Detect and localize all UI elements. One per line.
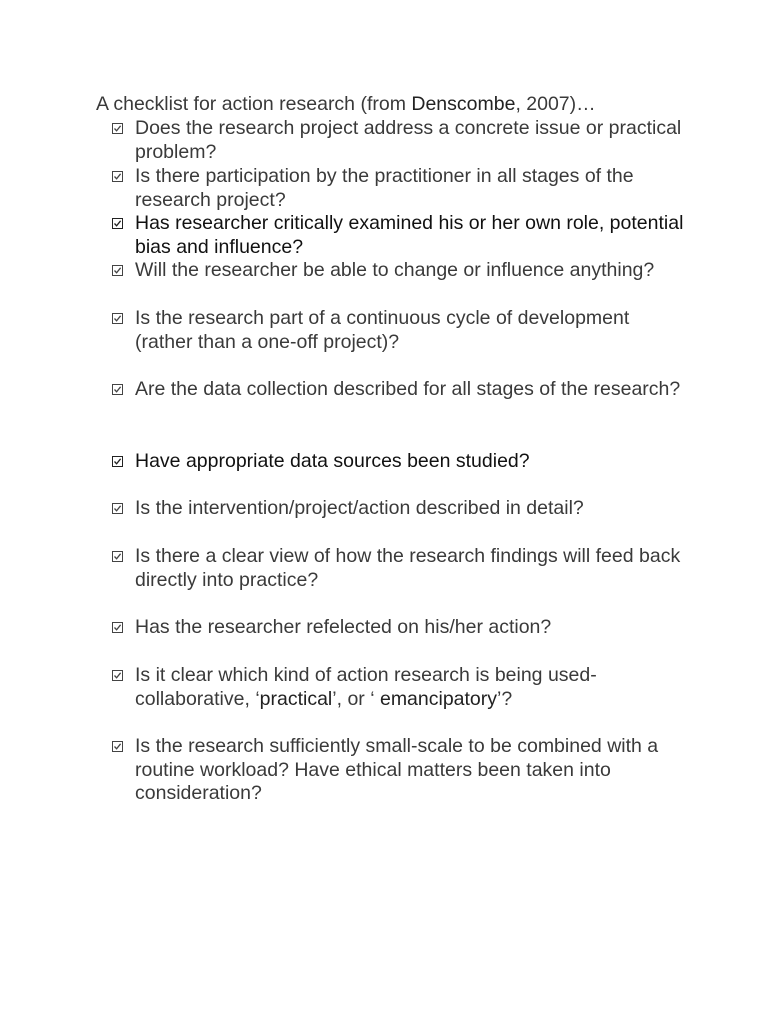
checked-box-icon <box>112 551 123 562</box>
checked-box-icon <box>112 171 123 182</box>
checklist-item-text: Have appropriate data sources been studied? <box>135 450 530 472</box>
checked-box-icon <box>112 670 123 681</box>
checklist-item-text: Does the research project address a concrete issue or practical problem? <box>135 117 682 163</box>
checklist-item-text: Is the research sufficiently small-scale to be combined with a routine workload? Have ethical matters been taken into consideration? <box>135 735 659 804</box>
checklist-item-text: Is there a clear view of how the research findings will feed back directly into practice? <box>135 545 681 591</box>
title-author: Denscombe <box>411 93 516 115</box>
item-text-post: ’? <box>497 687 513 710</box>
checked-box-icon <box>112 456 123 467</box>
checked-box-icon <box>112 313 123 324</box>
checked-box-icon <box>112 741 123 752</box>
checklist-item-text: Is the intervention/project/action described in detail? <box>135 497 584 519</box>
checklist-item-text <box>135 664 691 711</box>
checklist-item-text: Is the research part of a continuous cycle of development (rather than a one-off project)? <box>135 307 630 353</box>
checked-box-icon <box>112 265 123 276</box>
term-emancipatory: emancipatory <box>379 687 498 710</box>
item-text-pre: collaborative, ‘ <box>135 687 260 710</box>
checked-box-icon <box>112 503 123 514</box>
checked-box-icon <box>112 123 123 134</box>
title-suffix: , 2007)… <box>515 93 596 115</box>
checked-box-icon <box>112 622 123 633</box>
title-prefix: A checklist for action research (from <box>96 93 412 115</box>
item-text-mid: ’, or ‘ <box>332 687 380 710</box>
checklist-item-text: Is there participation by the practitioner in all stages of the research project? <box>135 165 634 211</box>
checklist-title <box>96 92 596 116</box>
checked-box-icon <box>112 384 123 395</box>
item-line-1: Is it clear which kind of action research is being used- <box>135 664 597 686</box>
checklist-item-text: Has researcher critically examined his or her own role, potential bias and influence? <box>135 212 684 258</box>
checklist-item-text: Will the researcher be able to change or influence anything? <box>135 259 655 281</box>
checked-box-icon <box>112 218 123 229</box>
checklist-item-text: Are the data collection described for all stages of the research? <box>135 378 681 400</box>
checklist-item-text: Has the researcher refelected on his/her action? <box>135 616 552 638</box>
term-practical: practical <box>259 687 333 710</box>
